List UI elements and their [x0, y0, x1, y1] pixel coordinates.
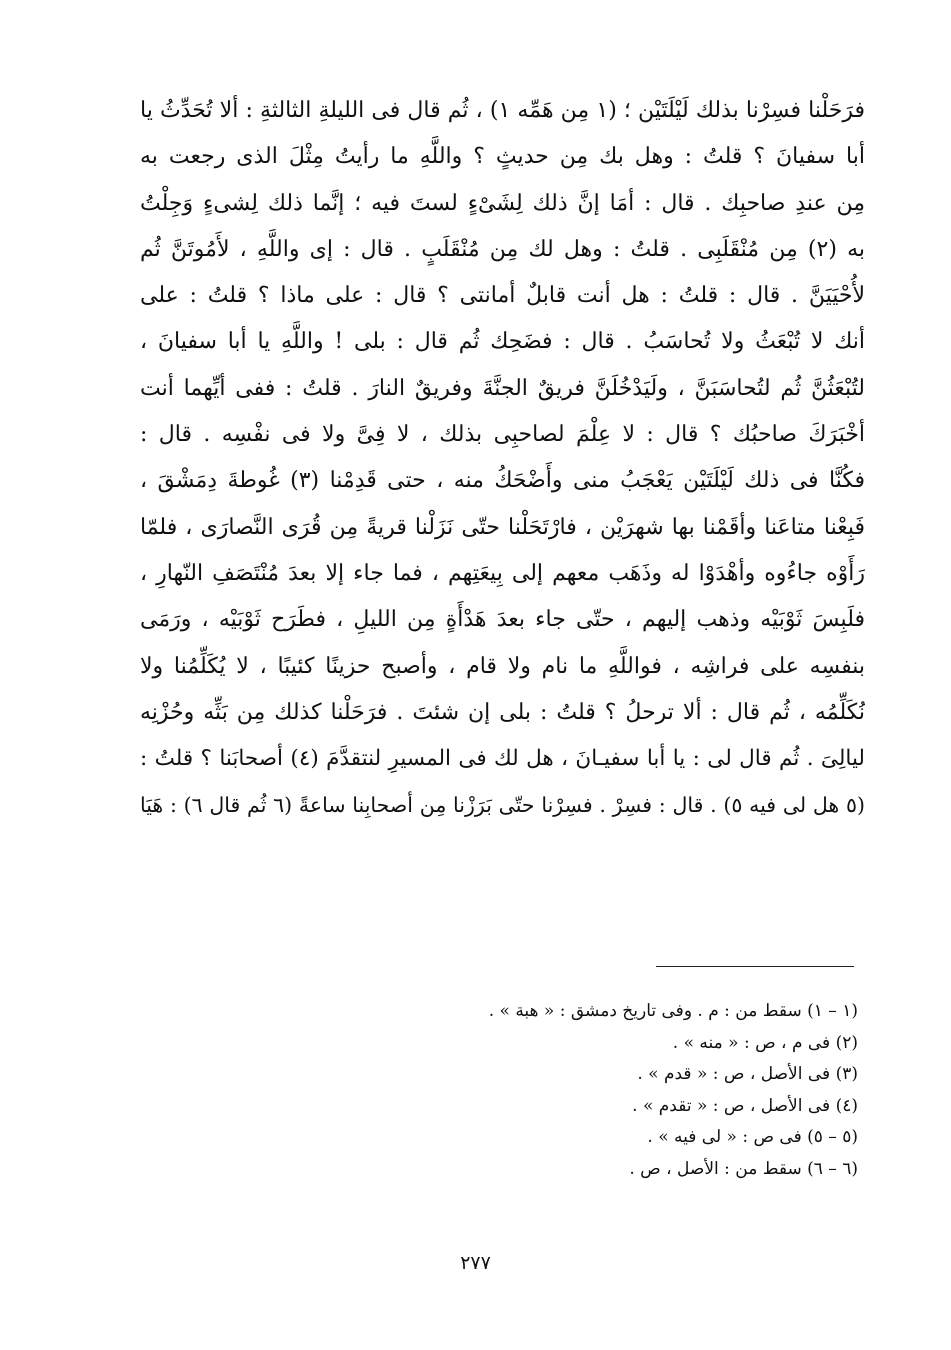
- footnote: (٢) فى م ، ص : « منه » .: [672, 1032, 858, 1053]
- body-line: بنفسِه على فراشِه ، فواللَّهِ ما نام ولا قام ، وأصبح حزينًا كئيبًا ، لا يُكَلِّمُنا ولا: [140, 653, 865, 679]
- body-text: [140, 88, 865, 829]
- footnote: (٦ – ٦) سقط من : الأصل ، ص .: [629, 1158, 858, 1179]
- body-line: (٥ هل لى فيه ٥) . قال : فسِرْ . فسِرْنا حتّى بَرَزْنا مِن أصحابِنا ساعةً (٦ ثُم قال ٦) : هَيَا: [140, 793, 865, 818]
- body-line: مِن عندِ صاحبِك . قال : أمَا إنَّ ذلك لِشَىْءٍ لستَ فيه ؛ إنَّما ذلك لِشىءٍ وَجِلْتُ: [140, 190, 865, 216]
- body-line: نُكَلِّمُه ، ثُم قال : ألا ترحلُ ؟ قلتُ : بلى إن شئتَ . فرَحَلْنا كذلك مِن بَثِّه وحُزْنِه: [140, 699, 865, 725]
- body-line: أبا سفيانَ ؟ قلتُ : وهل بك مِن حديثٍ ؟ واللَّهِ ما رأيتُ مِثْلَ الذى رجعت به: [140, 144, 865, 170]
- body-line: لأُحْيَيَنَّ . قال : قلتُ : هل أنت قابلٌ أمانتى ؟ قال : على ماذا ؟ قلتُ : على: [140, 283, 865, 309]
- footnote: (١ – ١) سقط من : م . وفى تاريخ دمشق : « هبة » .: [488, 1001, 858, 1021]
- body-line: لتُبْعَثُنَّ ثُم لتُحاسَبَنَّ ، ولَيَدْخُلَنَّ فريقٌ الجنَّةَ وفريقٌ النارَ . قلتُ : ففى أيِّهما أنت: [140, 375, 865, 401]
- footnote: (٥ – ٥) فى ص : « لى فيه » .: [647, 1127, 858, 1147]
- body-line: فكُنَّا فى ذلك لَيْلَتَيْن يَعْجَبُ منى وأَضْحَكُ منه ، حتى قَدِمْنا (٣) غُوطةَ دِمَشْقَ ،: [140, 468, 865, 494]
- body-line: رَأَوْه جاءُوه وأهْدَوْا له وذَهَب معهم إلى بِيعَتِهم ، فما جاء إلا بعدَ مُنْتَصَفِ النّهارِ ،: [140, 560, 865, 586]
- body-line: أخْبَرَكَ صاحبُك ؟ قال : لا عِلْمَ لصاحبِى بذلك ، لا فِىَّ ولا فى نفْسِه . قال :: [140, 422, 865, 448]
- body-line: فرَحَلْنا فسِرْنا بذلك لَيْلَتَيْن ؛ (١ مِن هَمِّه ١) ، ثُم قال فى الليلةِ الثالثةِ : ألا تُحَدِّثُ يا: [140, 98, 865, 123]
- footnote: (٣) فى الأصل ، ص : « قدم » .: [637, 1064, 858, 1084]
- body-line: فَبِعْنا متاعَنا وأقَمْنا بها شهرَيْن ، فارْتَحَلْنا حتّى نَزَلْنا قريةً مِن قُرَى النَّصارَى ، فلمّا: [140, 514, 865, 540]
- footnote-divider: [656, 966, 854, 967]
- body-line: ليالِىَ . ثُم قال لى : يا أبا سفيـانَ ، هل لك فى المسيرِ لنتقدَّمَ (٤) أصحابَنا ؟ قلتُ :: [140, 746, 865, 772]
- footnotes: [300, 996, 858, 1185]
- page-number: ٢٧٧: [460, 1252, 491, 1274]
- body-line: فلَبِسَ ثَوْبَيْه وذهب إليهم ، حتّى جاء بعدَ هَدْأَةٍ مِن الليلِ ، فطَرَح ثَوْبَيْه ، ورَمَى: [140, 607, 865, 633]
- footnote: (٤) فى الأصل ، ص : « تقدم » .: [632, 1095, 858, 1116]
- body-line: أنك لا تُبْعَثُ ولا تُحاسَبُ . قال : فضَحِك ثُم قال : بلى ! واللَّهِ يا أبا سفيانَ ،: [140, 329, 865, 355]
- body-line: به (٢) مِن مُنْقَلَبِى . قلتُ : وهل لك مِن مُنْقَلَبٍ . قال : إى واللَّهِ ، لأَمُوتَنَّ ثُم: [140, 236, 865, 262]
